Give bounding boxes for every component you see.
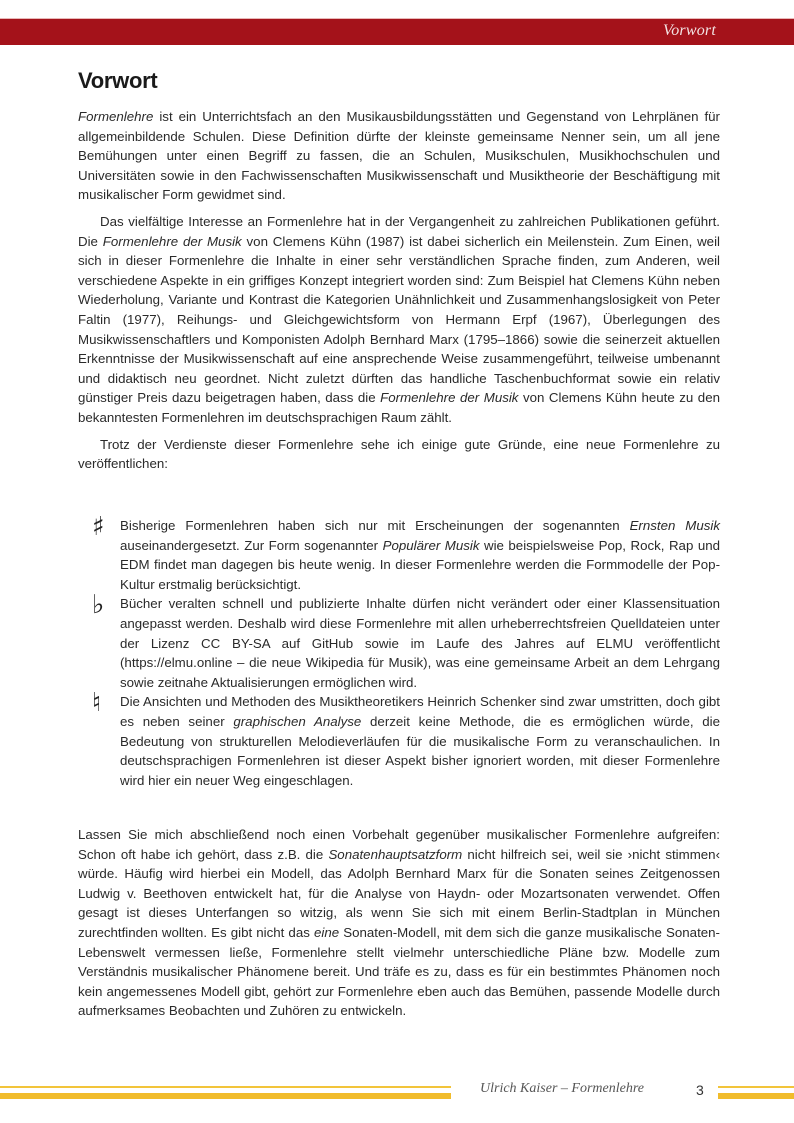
list-item-text: Bücher veralten schnell und publizierte Inhalte dürfen nicht verändert oder einer Klassensituation angepasst werden. Deshalb wird diese Formenlehre mit allen urheberrechtsfreien Quelldateien unter der Lizenz CC BY-SA auf GitHub sowie im Laufe des Jahres auf ELMU veröffentlicht (https://elmu.online – die neue Wikipedia für Musik), was eine gemeinsame Arbeit an dem Lehrgang sowie zeitnahe Aktualisierungen ermöglichen wird. — [120, 596, 720, 690]
footer-rule-thin — [718, 1086, 794, 1088]
page-title: Vorwort — [78, 68, 158, 93]
footer-rule-thick — [0, 1093, 451, 1099]
running-header-bar — [0, 18, 794, 45]
flat-icon: ♭ — [92, 590, 105, 621]
intro-section — [78, 107, 720, 474]
sharp-icon: ♯ — [92, 512, 105, 542]
list-item — [78, 688, 720, 790]
paragraph: Das vielfältige Interesse an Formenlehre hat in der Vergangenheit zu zahlreichen Publikationen geführt. Die Formenlehre der Musik von Clemens Kühn (1987) ist dabei sicherlich ein Meilenstein. Zum Einen, weil sich in dieser Formenlehre die Inhalte in einer sehr verständlichen Sprache finden, zum Anderen, weil verschiedene Aspekte in ein griffiges Konzept integriert worden sind: Zum Beispiel hat Clemens Kühn neben Wiederholung, Variante und Kontrast die Kategorien Unähnlichkeit und Zusammenhangslosigkeit von Peter Faltin (1977), Reihungs- und Gleichgewichtsform von Hermann Erpf (1967), Überlegungen des Musikwissenschaftlers und Komponisten Adolph Bernhard Marx (1795–1866) sowie die seinerzeit aktuellen Erkenntnisse der Musikwissenschaft auf eine ansprechende Weise zusammengeführt, teilweise umbenannt und didaktisch neu geordnet. Nicht zuletzt dürften das handliche Taschenbuchformat sowie ein relativ günstiger Preis dazu beigetragen haben, dass die Formenlehre der Musik von Clemens Kühn heute zu den bekanntesten Formenlehren im deutschsprachigen Raum zählt. — [78, 213, 720, 425]
footer-rule-thick — [718, 1093, 794, 1099]
footer-author-title: Ulrich Kaiser – Formenlehre — [480, 1081, 644, 1096]
footer-rule-thin — [0, 1086, 451, 1088]
reasons-list — [78, 512, 721, 790]
list-item-text: Bisherige Formenlehren haben sich nur mit Erscheinungen der sogenannten Ernsten Musik auseinandergesetzt. Zur Form sogenannter Populärer Musik wie beispielsweise Pop, Rock, Rap und EDM findet man dagegen bis heute wenig. In dieser Formenlehre werden die Formmodelle der Pop-Kultur erstmalig berücksichtigt. — [120, 518, 721, 592]
natural-icon: ♮ — [92, 688, 102, 719]
closing-paragraph: Lassen Sie mich abschließend noch einen Vorbehalt gegenüber musikalischer Formenlehre aufgreifen: Schon oft habe ich gehört, dass z.B. die Sonatenhauptsatzform nicht hilfreich sei, weil sie ›nicht stimmen‹ würde. Häufig wird hierbei ein Modell, das Adolph Bernhard Marx für die Sonaten seines Zeitgenossen Ludwig v. Beethoven entwickelt hat, für die Analyse von Haydn- oder Mozartsonaten verwendet. Offen gesagt ist dieses Unterfangen so witzig, als wenn Sie sich mit einem Berlin-Stadtplan in München zurechtfinden wollten. Es gibt nicht das eine Sonaten-Modell, mit dem sich die ganze musikalische Sonaten-Lebenswelt vermessen ließe, Formenlehre stellt vielmehr unterschiedliche Pläne bzw. Modelle zum Verständnis musikalischer Phänomene bereit. Und träfe es zu, dass es für ein bestimmtes Phänomen noch kein angemessenes Modell gibt, gehört zur Formenlehre eben auch das Bemühen, passende Modelle durch aufmerksames Beobachten und Zuhören zu entwickeln. — [78, 827, 720, 1019]
paragraph: Trotz der Verdienste dieser Formenlehre sehe ich einige gute Gründe, eine neue Formenlehre zu veröffentlichen: — [78, 436, 720, 472]
list-item — [78, 590, 720, 692]
list-item — [78, 512, 721, 594]
page-number: 3 — [696, 1082, 704, 1098]
paragraph: Formenlehre ist ein Unterrichtsfach an den Musikausbildungsstätten und Gegenstand von Lehrplänen für allgemeinbildende Schulen. Diese Definition dürfte der kleinste gemeinsame Nenner sein, um all jene Bemühungen unter einen Begriff zu fassen, die an Schulen, Musikschulen, Musikhochschulen und Universitäten sowie in den Fachwissenschaften Musikwissenschaft und Musiktheorie der Beschäftigung mit musikalischer Form gewidmet sind. — [78, 109, 720, 203]
running-header-title: Vorwort — [663, 22, 716, 39]
list-item-text: Die Ansichten und Methoden des Musiktheoretikers Heinrich Schenker sind zwar umstritten, doch gibt es neben seiner graphischen Analyse derzeit keine Methode, die es ermöglichen würde, die Bedeutung von strukturellen Melodieverläufen für die musikalische Form zu veranschaulichen. In deutschsprachigen Formenlehren ist dieser Aspekt bisher ignoriert worden, mit dieser Formenlehre wird hier ein neuer Weg eingeschlagen. — [120, 694, 720, 788]
